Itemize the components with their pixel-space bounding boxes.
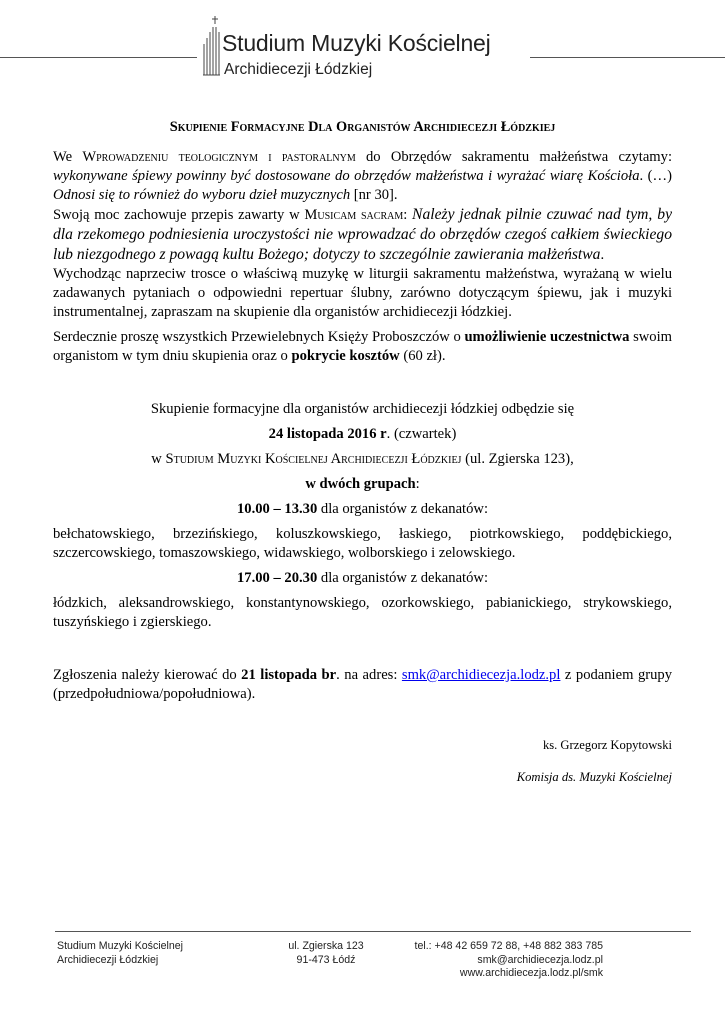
text: (60 zł). (399, 348, 446, 364)
footer-text: 91-473 Łódź (296, 953, 356, 966)
footer-institution (57, 940, 183, 967)
text: dla organistów z dekanatów: (317, 570, 489, 586)
text: dla organistów z dekanatów: (317, 501, 489, 517)
text: : (403, 207, 413, 223)
document-body (53, 118, 672, 787)
deadline: 21 listopada br (241, 667, 337, 683)
time: 10.00 – 13.30 (236, 501, 318, 517)
group2-deaneries: łódzkich, aleksandrowskiego, konstantynowskiego, ozorkowskiego, pabianickiego, strykowskiego, tuszyńskiego i zgierskiego. (53, 595, 672, 630)
event-date (53, 425, 672, 444)
document-reference: Wprowadzeniu teologicznym i pastoralnym (82, 149, 356, 165)
quotation: Należy jednak pilnie czuwać nad tym, by dla rzekomego podniesienia uroczystości nie wprowadzać do obrzędów czegoś całkiem świeckiego lub niezgodnego z powagą kultu Bożego; dotyczy to szczególnie zawierania małżeństwa (53, 206, 672, 263)
footer-text: ul. Zgierska 123 (288, 940, 364, 952)
footer-website: www.archidiecezja.lodz.pl/smk (459, 967, 603, 980)
quotation: Odnosi się to również do wyboru dzieł muzycznych (53, 187, 351, 203)
organ-pipes-logo-icon (201, 14, 221, 76)
signature-name: ks. Grzegorz Kopytowski (542, 738, 672, 752)
text: Swoją moc zachowuje przepis zawarty w (53, 207, 305, 223)
header-rule-right (530, 57, 725, 58)
text: We (53, 149, 83, 165)
text: (ul. Zgierska 123), (461, 451, 574, 467)
footer-contact (415, 940, 604, 981)
paragraph-invitation: Wychodząc naprzeciw trosce o właściwą muzykę w liturgii sakramentu małżeństwa, wyrażaną w wielu zadawanych pytaniach o odpowiedni repertuar ślubny, zarówno dotyczącym śpiewu, jak i muzyki instrumentalnej, zapraszam na skupienie dla organistów archidiecezji łódzkiej. (53, 266, 672, 320)
email-link[interactable]: smk@archidiecezja.lodz.pl (401, 667, 561, 683)
text: . na adres: (336, 667, 402, 683)
venue-name: Studium Muzyki Kościelnej Archidiecezji Łódzkiej (165, 451, 462, 467)
header-rule-left (0, 57, 197, 58)
group1-deaneries: bełchatowskiego, brzezińskiego, koluszkowskiego, łaskiego, piotrkowskiego, poddębickiego, szczercowskiego, tomaszowskiego, widawskiego, wolborskiego i zelowskiego. (53, 526, 672, 561)
paragraph-introduction (53, 148, 672, 205)
text: do Obrzędów sakramentu małżeństwa czytamy: (355, 149, 672, 165)
footer-address (288, 940, 364, 967)
footer-text: Archidiecezji Łódzkiej (57, 953, 159, 966)
registration-info (53, 666, 672, 704)
text: : (415, 476, 420, 492)
date: 24 listopada 2016 r (268, 426, 387, 442)
event-groups (53, 475, 672, 494)
footer-rule (55, 931, 691, 932)
footer-phone: tel.: +48 42 659 72 88, +48 882 383 785 (414, 940, 603, 952)
paragraph-request (53, 328, 672, 366)
text: . (…) (639, 168, 672, 184)
document-title: Skupienie Formacyjne Dla Organistów Archidiecezji Łódzkiej (169, 119, 556, 135)
paragraph-musicam-sacram (53, 205, 672, 265)
text: z podaniem grupy (przedpołudniowa/popołudniowa). (53, 667, 672, 702)
emphasis: pokrycie kosztów (291, 348, 400, 364)
footer-text: Studium Muzyki Kościelnej (57, 940, 183, 952)
time: 17.00 – 20.30 (236, 570, 318, 586)
event-venue (53, 450, 672, 469)
event-intro: Skupienie formacyjne dla organistów archidiecezji łódzkiej odbędzie się (150, 401, 575, 417)
text: swoim organistom w tym dniu skupienia oraz o (53, 329, 673, 364)
signature-committee: Komisja ds. Muzyki Kościelnej (516, 770, 672, 784)
text: . (600, 247, 605, 263)
emphasis: w dwóch grupach (305, 476, 416, 492)
text: [nr 30]. (350, 187, 398, 203)
text: Serdecznie proszę wszystkich Przewielebnych Księży Proboszczów o (53, 329, 465, 345)
header-institution-name: Studium Muzyki Kościelnej (222, 30, 491, 56)
group2-time (53, 569, 672, 588)
group1-time (53, 500, 672, 519)
header-institution-subname: Archidiecezji Łódzkiej (224, 61, 373, 78)
emphasis: umożliwienie uczestnictwa (464, 329, 630, 345)
quotation: wykonywane śpiewy powinny być dostosowane do obrzędów małżeństwa i wyrażać wiarę Kościoła (53, 168, 640, 184)
text: . (czwartek) (386, 426, 457, 442)
document-reference: Musicam sacram (304, 207, 404, 223)
text: Zgłoszenia należy kierować do (53, 667, 242, 683)
text: w (151, 451, 166, 467)
footer-email: smk@archidiecezja.lodz.pl (477, 953, 603, 966)
